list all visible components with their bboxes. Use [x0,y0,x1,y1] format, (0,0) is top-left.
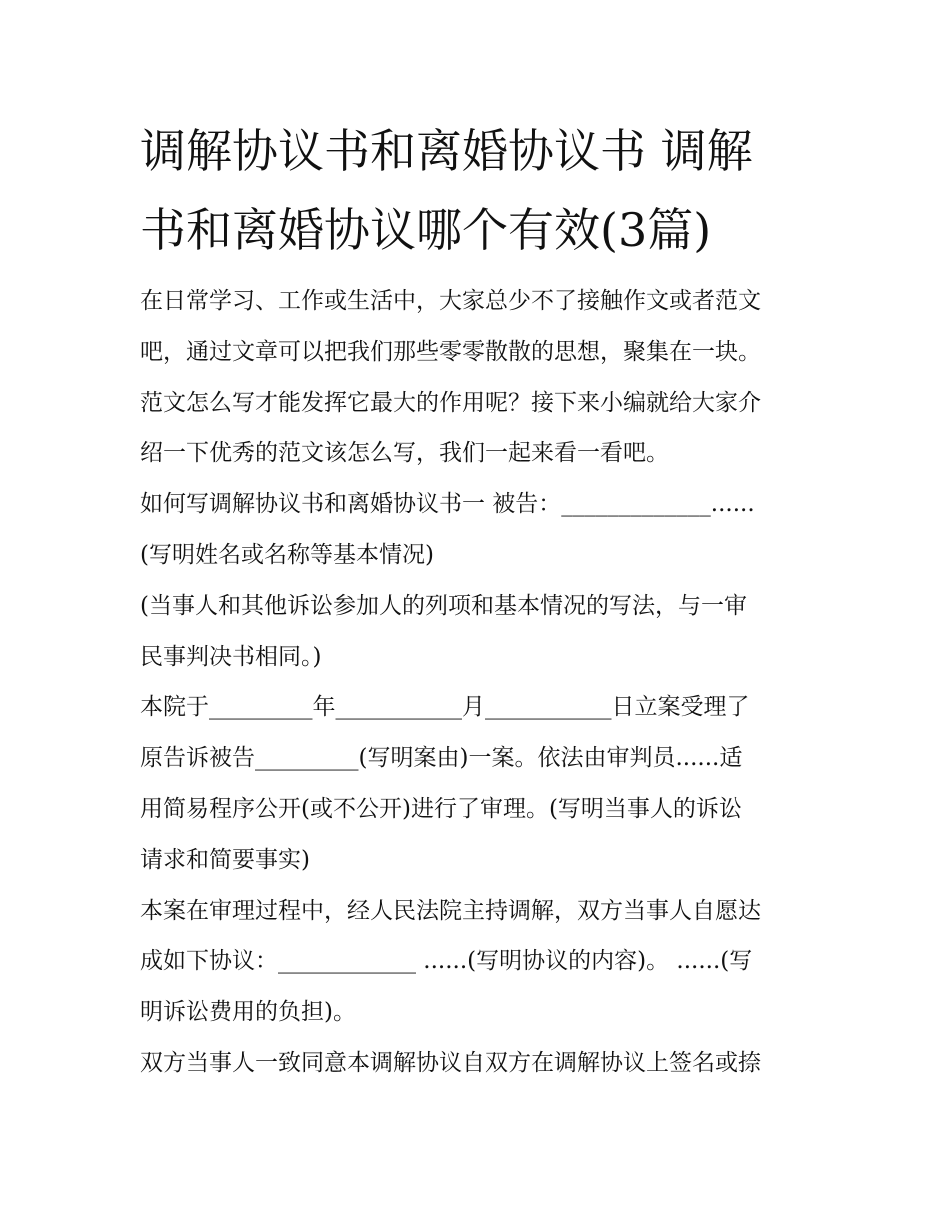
body-line: 成如下协议：____________ ......(写明协议的内容)。 ......(写 [140,948,753,975]
body-line: 原告诉被告_________(写明案由)一案。依法由审判员......适 [140,745,743,772]
title-line-1: 调解协议书和离婚协议书 调解 [140,124,753,178]
body-line: (当事人和其他诉讼参加人的列项和基本情况的写法，与一审 [140,592,747,619]
body-line: 民事判决书相同。) [140,643,322,670]
body-line: 绍一下优秀的范文该怎么写，我们一起来看一看吧。 [140,440,669,467]
body-line: 请求和简要事实) [140,846,310,873]
document-body [140,276,820,1089]
body-line: 本案在审理过程中，经人民法院主持调解，双方当事人自愿达 [140,897,761,924]
document-title [140,112,820,270]
body-line: (写明姓名或名称等基本情况) [140,541,434,568]
body-line: 用简易程序公开(或不公开)进行了审理。(写明当事人的诉讼 [140,795,742,822]
body-line: 本院于_________年___________月___________日立案受理了 [140,694,750,721]
body-line: 双方当事人一致同意本调解协议自双方在调解协议上签名或捺 [140,1049,761,1076]
body-line: 如何写调解协议书和离婚协议书一 被告：_____________...... [140,491,755,518]
body-line: 明诉讼费用的负担)。 [140,999,356,1026]
title-line-2: 书和离婚协议哪个有效(3篇) [140,203,712,257]
body-line: 范文怎么写才能发挥它最大的作用呢？接下来小编就给大家介 [140,389,761,416]
body-line: 在日常学习、工作或生活中，大家总少不了接触作文或者范文 [140,288,761,314]
body-line: 吧，通过文章可以把我们那些零零散散的思想，聚集在一块。 [140,338,761,365]
